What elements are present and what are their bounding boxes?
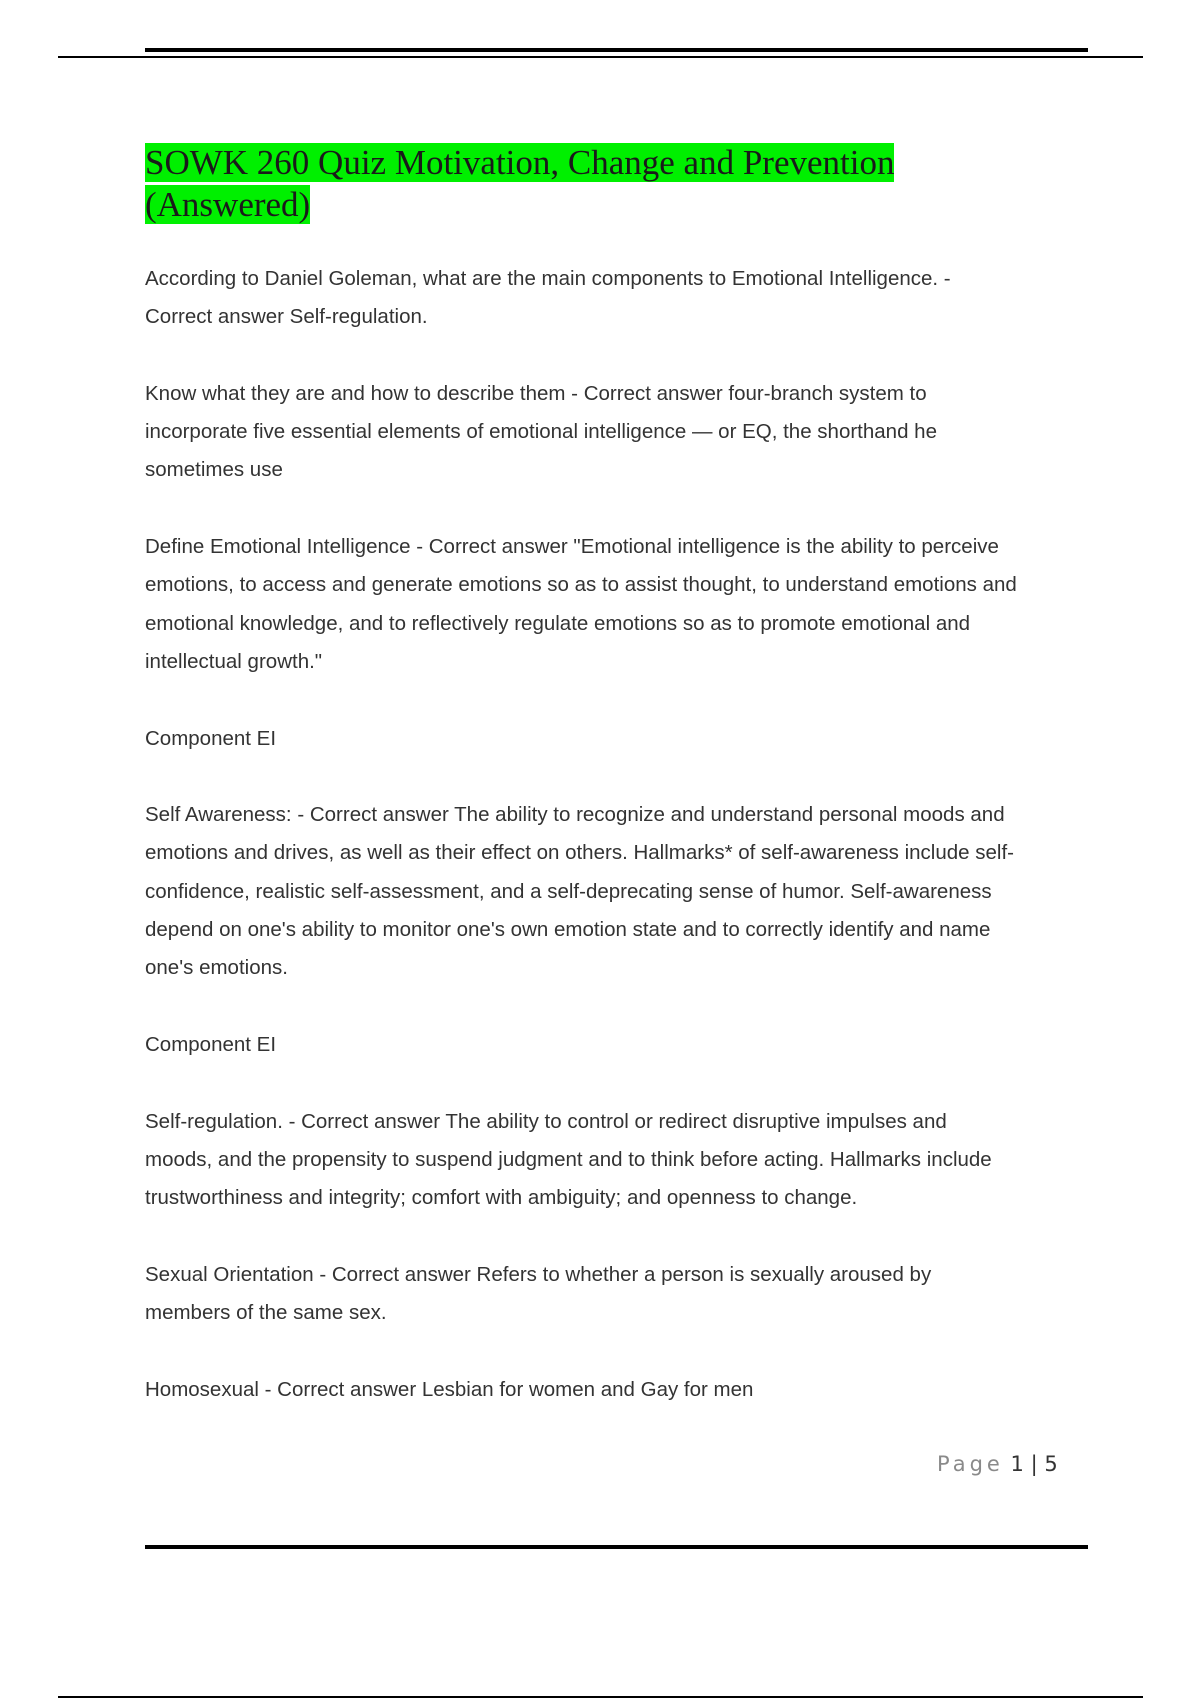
total-pages: 5 xyxy=(1044,1452,1058,1476)
paragraph-line: According to Daniel Goleman, what are the main components to Emotional Intelligence. - xyxy=(145,267,951,290)
header-thin-rule xyxy=(58,56,1143,58)
paragraph xyxy=(145,720,1090,758)
paragraph-line: Component EI xyxy=(145,1032,277,1056)
paragraph xyxy=(145,1371,1090,1409)
paragraph-line: Define Emotional Intelligence - Correct answer "Emotional intelligence is the ability to perceive xyxy=(145,535,999,559)
page-number xyxy=(937,1452,1058,1476)
paragraph-line: Sexual Orientation - Correct answer Refers to whether a person is sexually aroused by xyxy=(145,1262,932,1286)
paragraph-line: emotional knowledge, and to reflectively regulate emotions so as to promote emotional and xyxy=(145,611,971,635)
paragraph-line: Correct answer Self-regulation. xyxy=(145,305,428,329)
paragraph-line: emotions and drives, as well as their effect on others. Hallmarks* of self-awareness include self- xyxy=(145,841,1014,865)
document-body xyxy=(145,260,1090,1447)
paragraph-line: emotions, to access and generate emotions so as to assist thought, to understand emotions and xyxy=(145,573,1017,597)
footer-thick-rule xyxy=(145,1545,1088,1549)
paragraph-line: depend on one's ability to monitor one's own emotion state and to correctly identify and name xyxy=(145,918,991,942)
paragraph xyxy=(145,528,1090,681)
bottom-thin-rule xyxy=(58,1696,1143,1698)
title-line-1: SOWK 260 Quiz Motivation, Change and Prevention xyxy=(145,143,895,182)
paragraph-line: incorporate five essential elements of emotional intelligence — or EQ, the shorthand he xyxy=(145,420,937,444)
paragraph-line: Self Awareness: - Correct answer The ability to recognize and understand personal moods and xyxy=(145,803,1005,827)
paragraph-line: confidence, realistic self-assessment, and a self-deprecating sense of humor. Self-awareness xyxy=(145,879,992,903)
paragraph xyxy=(145,1103,1090,1218)
paragraph-line: Component EI xyxy=(145,726,277,750)
paragraph xyxy=(145,375,1090,490)
header-thick-rule xyxy=(145,48,1088,52)
page-separator: | xyxy=(1030,1452,1038,1476)
page-word: Page xyxy=(937,1452,1004,1476)
paragraph-line: members of the same sex. xyxy=(145,1301,387,1325)
paragraph xyxy=(145,260,1090,337)
paragraph-line: Homosexual - Correct answer Lesbian for women and Gay for men xyxy=(145,1377,754,1401)
title-line-2: (Answered) xyxy=(145,185,311,224)
paragraph xyxy=(145,1026,1090,1064)
document-title xyxy=(145,142,945,226)
paragraph-line: Know what they are and how to describe them - Correct answer four-branch system to xyxy=(145,381,927,405)
paragraph-line: sometimes use xyxy=(145,458,283,482)
paragraph-line: one's emotions. xyxy=(145,956,288,980)
paragraph-line: Self-regulation. - Correct answer The ability to control or redirect disruptive impulses and xyxy=(145,1109,947,1133)
paragraph-line: moods, and the propensity to suspend judgment and to think before acting. Hallmarks include xyxy=(145,1147,992,1171)
current-page: 1 xyxy=(1010,1452,1024,1476)
paragraph-line: intellectual growth." xyxy=(145,649,323,673)
paragraph-line: trustworthiness and integrity; comfort with ambiguity; and openness to change. xyxy=(145,1186,858,1210)
paragraph xyxy=(145,1256,1090,1333)
paragraph xyxy=(145,796,1090,987)
